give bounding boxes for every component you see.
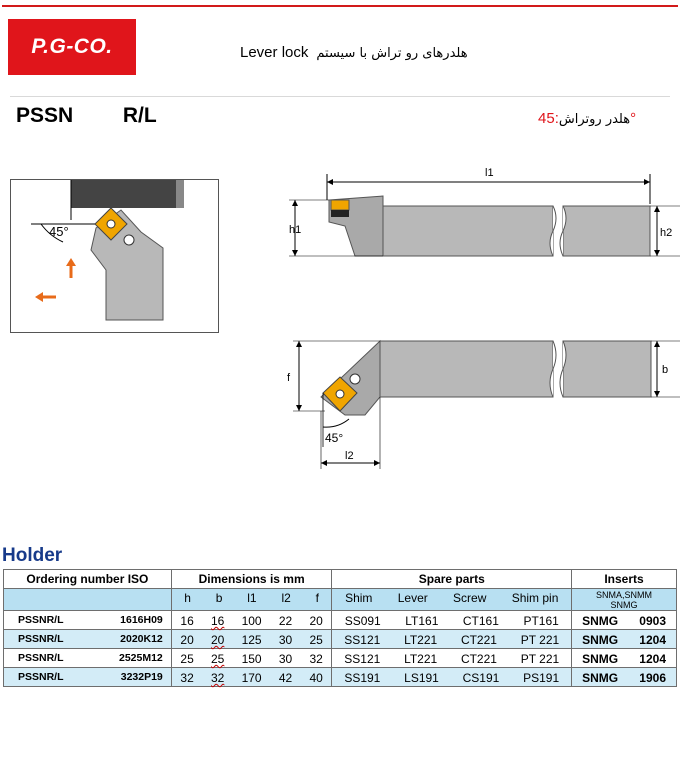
dimension-value: 32: [180, 671, 194, 685]
dimension-value: 25: [309, 633, 323, 647]
dimension-value: 32: [309, 652, 323, 666]
ordering-code: 2525M12: [118, 652, 163, 664]
dim-f-label: f: [287, 372, 291, 384]
ordering-code: 1616H09: [120, 614, 163, 626]
table-header-row: [4, 570, 677, 589]
dimension-value: 170: [241, 671, 262, 685]
dim-h1-label: h1: [289, 224, 302, 236]
insert-code: SNMG: [582, 671, 619, 685]
spare-part-code: PS191: [523, 671, 560, 685]
top-rule: [2, 5, 678, 7]
ordering-code: PSSNR/L: [18, 671, 64, 683]
table-row: [4, 668, 677, 687]
ordering-code: 3232P19: [120, 671, 163, 683]
table-subheader-row: [4, 589, 677, 611]
table-row: [4, 649, 677, 668]
holder-section-title: Holder: [2, 545, 63, 566]
top-shank: [380, 341, 553, 397]
spare-part-code: CS191: [462, 671, 500, 685]
holder-spec-table: [3, 569, 677, 687]
section-divider: [10, 96, 670, 97]
dim-h2-label: h2: [660, 227, 673, 239]
logo-text: P.G-CO.: [31, 35, 113, 58]
insert-code: 1204: [639, 633, 666, 647]
dimension-value: 125: [241, 633, 262, 647]
table-row: [4, 611, 677, 630]
spare-part-code: CT221: [460, 633, 497, 647]
spare-header-lever: Lever: [397, 591, 428, 605]
dimension-value: 40: [309, 671, 323, 685]
dim-header-h: h: [184, 591, 191, 605]
spare-part-code: PT161: [523, 614, 559, 628]
spare-header-shim-pin: Shim pin: [511, 591, 559, 605]
insert-code: 0903: [639, 614, 666, 628]
clamp-screw: [124, 235, 134, 245]
insert-code: 1204: [639, 652, 666, 666]
top-view-drawing: [285, 335, 680, 475]
dimension-value: 42: [278, 671, 293, 685]
spare-part-code: SS121: [344, 652, 381, 666]
ordering-code: PSSNR/L: [18, 652, 64, 664]
dimension-value: 25: [180, 652, 194, 666]
spare-header-screw: Screw: [453, 591, 487, 605]
approach-angle-note: [538, 110, 636, 127]
spare-part-code: LT221: [404, 652, 438, 666]
insert-types-line2: SNMG: [610, 600, 638, 610]
ordering-code: PSSNR/L: [18, 614, 64, 626]
heading-english: Lever lock: [240, 44, 309, 61]
dim-l2-label: l2: [345, 450, 354, 462]
top-angle-label: 45°: [325, 431, 344, 445]
angle-value: 45°: [538, 110, 637, 127]
dimension-value: 16: [180, 614, 194, 628]
feed-arrow-up-icon: [66, 258, 76, 278]
spare-part-code: LT221: [404, 633, 438, 647]
spare-part-code: PT 221: [520, 633, 560, 647]
ordering-code: 2020K12: [120, 633, 163, 645]
insert-code: SNMG: [582, 652, 619, 666]
spare-part-code: SS091: [344, 614, 381, 628]
page-heading: [240, 44, 468, 61]
model-title: [16, 104, 157, 128]
spare-part-code: CT221: [460, 652, 497, 666]
shank: [383, 206, 553, 256]
dimension-value: 20: [180, 633, 194, 647]
company-logo: [8, 19, 136, 75]
angle-description: هلدر روتراش: [558, 112, 631, 127]
dimension-value: 100: [241, 614, 262, 628]
insert-code: SNMG: [582, 614, 619, 628]
dimension-value: 20: [309, 614, 323, 628]
dim-l1-label: l1: [485, 167, 494, 179]
col-inserts: Inserts: [572, 570, 677, 589]
spare-part-code: LS191: [404, 671, 439, 685]
col-ordering: Ordering number ISO: [4, 570, 172, 589]
cutting-detail-drawing: [11, 180, 218, 332]
side-view-drawing: [285, 160, 680, 270]
spare-part-code: LT161: [405, 614, 439, 628]
cutting-detail-figure: [10, 179, 219, 333]
col-dimensions: Dimensions is mm: [171, 570, 332, 589]
insert-code: 1906: [639, 671, 666, 685]
dimension-value: 32: [210, 671, 225, 685]
spare-part-code: PT 221: [520, 652, 560, 666]
spare-header-shim: Shim: [345, 591, 373, 605]
ordering-code: PSSNR/L: [18, 633, 64, 645]
model-variant: R/L: [122, 104, 157, 127]
dim-header-l1: l1: [247, 591, 257, 605]
dimension-value: 25: [210, 652, 225, 666]
dim-header-b: b: [215, 591, 223, 605]
insert-code: SNMG: [582, 633, 619, 647]
dimension-value: 150: [241, 652, 262, 666]
dimension-value: 20: [210, 633, 225, 647]
dim-header-f: f: [315, 591, 319, 605]
dim-header-l2: l2: [281, 591, 291, 605]
spare-part-code: SS121: [344, 633, 381, 647]
dimension-value: 30: [278, 633, 293, 647]
dimension-value: 16: [210, 614, 225, 628]
dim-b-label: b: [662, 364, 669, 376]
table-row: [4, 630, 677, 649]
spare-part-code: CT161: [462, 614, 499, 628]
dimension-value: 22: [278, 614, 293, 628]
workpiece: [71, 180, 181, 208]
detail-angle-label: 45°: [49, 224, 69, 239]
dimension-value: 30: [278, 652, 293, 666]
col-spare-parts: Spare parts: [332, 570, 572, 589]
angle-separator: :: [554, 110, 559, 127]
model-code: PSSN: [16, 104, 74, 127]
heading-persian: هلدرهای رو تراش با سیستم: [316, 46, 468, 61]
insert-types-line1: SNMA,SNMM: [596, 590, 653, 600]
spare-part-code: SS191: [344, 671, 381, 685]
insert-side: [331, 200, 349, 210]
feed-arrow-left-icon: [35, 292, 56, 302]
